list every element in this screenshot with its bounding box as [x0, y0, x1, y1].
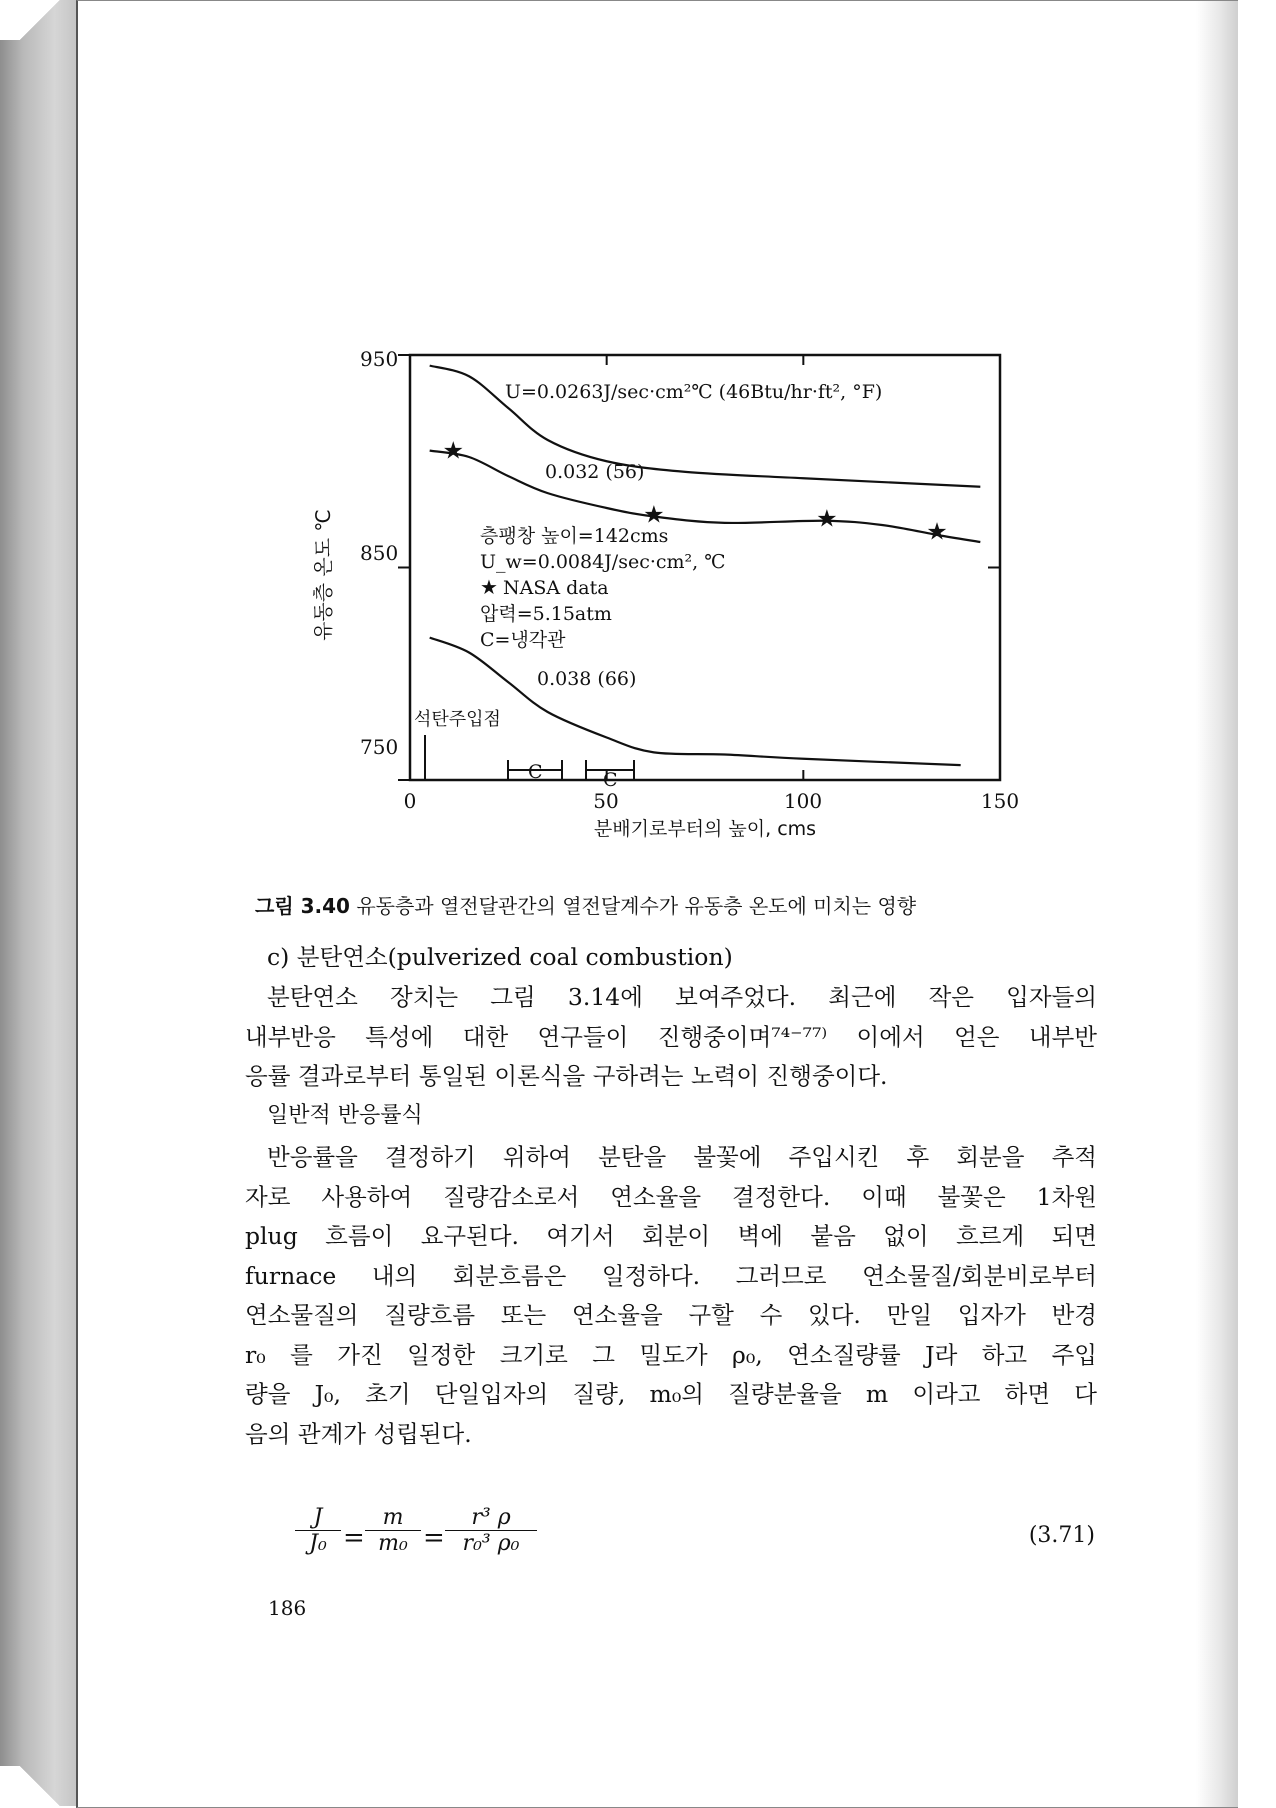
- para2-line-5: 연소물질의 질량흐름 또는 연소율을 구할 수 있다. 만일 입자가 반경: [245, 1301, 1097, 1329]
- annotation-bed-height: 층팽창 높이=142cms: [480, 525, 669, 547]
- c-left-label: C: [528, 761, 543, 783]
- fraction-3-denominator: r₀³ ρ₀: [462, 1531, 520, 1556]
- series-label-032: 0.032 (56): [545, 461, 645, 483]
- x-tick-label-150: 150: [980, 789, 1020, 813]
- x-tick-label-0: 0: [403, 789, 417, 813]
- equals-sign-2: =: [423, 1523, 445, 1553]
- paragraph-1: [245, 978, 1097, 1097]
- fraction-m-over-m0: [365, 1505, 421, 1556]
- fraction-r-rho: [445, 1505, 537, 1556]
- book-corner-top: [0, 0, 80, 40]
- paragraph-2: [245, 1138, 1097, 1454]
- para2-line-8: 음의 관계가 성립된다.: [245, 1419, 472, 1448]
- equals-sign-1: =: [343, 1523, 365, 1553]
- para2-line-2: 자로 사용하여 질량감소로서 연소율을 결정한다. 이때 불꽃은 1차원: [245, 1182, 1097, 1211]
- figure-label: 그림 3.40: [255, 894, 350, 918]
- subheading: 일반적 반응률식: [267, 1103, 423, 1128]
- annotation-uw: U_w=0.0084J/sec·cm², ℃: [480, 551, 726, 573]
- fraction-1-numerator: J: [295, 1505, 341, 1531]
- subheading-block: [245, 1096, 1097, 1136]
- y-tick-label-750: 750: [360, 735, 399, 759]
- x-tick-label-50: 50: [593, 789, 619, 813]
- fraction-2-denominator: m₀: [378, 1531, 408, 1556]
- para2-line-1: 반응률을 결정하기 위하여 분탄을 불꽃에 주입시킨 후 회분을 추적: [267, 1143, 1097, 1171]
- x-tick-label-100: 100: [783, 789, 823, 813]
- x-axis-label: 분배기로부터의 높이, cms: [593, 818, 817, 840]
- para2-line-3: plug 흐름이 요구된다. 여기서 회분이 벽에 붙음 없이 흐르게 되면: [245, 1222, 1097, 1250]
- fraction-1-denominator: J₀: [309, 1531, 327, 1556]
- c-right-label: C: [603, 769, 618, 791]
- para1-line-3: 응률 결과로부터 통일된 이론식을 구하려는 노력이 진행중이다.: [245, 1062, 888, 1090]
- annotation-nasa-star: ★: [480, 575, 498, 599]
- temperature-chart: [300, 330, 1020, 850]
- equation-3-71: [295, 1505, 1095, 1575]
- nasa-data-point-1: ★: [442, 436, 465, 465]
- nasa-data-point-2: ★: [643, 500, 665, 529]
- y-axis-label: 유동층 온도 ℃: [311, 509, 335, 641]
- nasa-data-point-4: ★: [926, 517, 948, 546]
- para2-line-6: r₀ 를 가진 일정한 크기로 그 밀도가 ρ₀, 연소질량률 J라 하고 주입: [245, 1340, 1097, 1369]
- annotation-cooling-tube: C=냉각관: [480, 629, 566, 651]
- annotation-coal-injection: 석탄주입점: [414, 709, 501, 730]
- figure-caption-text: 유동층과 열전달관간의 열전달계수가 유동층 온도에 미치는 영향: [356, 894, 917, 918]
- series-label-u0263: U=0.0263J/sec·cm²℃ (46Btu/hr·ft², °F): [505, 381, 883, 403]
- book-corner-bottom: [0, 1766, 80, 1806]
- section-title-block: [245, 938, 1097, 978]
- page-number: 186: [268, 1596, 307, 1620]
- equation-number: (3.71): [1028, 1523, 1095, 1548]
- nasa-data-point-3: ★: [816, 504, 838, 533]
- annotation-pressure: 압력=5.15atm: [480, 603, 612, 625]
- page-shadow: [1196, 1, 1238, 1807]
- para2-line-7: 량을 J₀, 초기 단일입자의 질량, m₀의 질량분율을 m 이라고 하면 다: [245, 1380, 1097, 1408]
- para1-line-2: 내부반응 특성에 대한 연구들이 진행중이며⁷⁴⁻⁷⁷⁾ 이에서 얻은 내부반: [245, 1022, 1097, 1051]
- y-tick-label-850: 850: [360, 541, 399, 565]
- fraction-2-numerator: m: [365, 1505, 421, 1531]
- y-tick-label-950: 950: [360, 347, 399, 371]
- book-spine-edge: [0, 0, 78, 1806]
- fraction-3-numerator: r³ ρ: [445, 1505, 537, 1531]
- para1-line-1: 분탄연소 장치는 그림 3.14에 보여주었다. 최근에 작은 입자들의: [267, 983, 1097, 1011]
- para2-line-4: furnace 내의 회분흐름은 일정하다. 그러므로 연소물질/회분비로부터: [245, 1261, 1097, 1290]
- series-label-038: 0.038 (66): [537, 668, 637, 690]
- annotation-nasa-text: NASA data: [503, 577, 609, 599]
- figure-caption: [255, 890, 1105, 919]
- series-line-3: [430, 638, 961, 766]
- fraction-j-over-j0: [295, 1505, 341, 1556]
- section-title: c) 분탄연소(pulverized coal combustion): [267, 943, 733, 971]
